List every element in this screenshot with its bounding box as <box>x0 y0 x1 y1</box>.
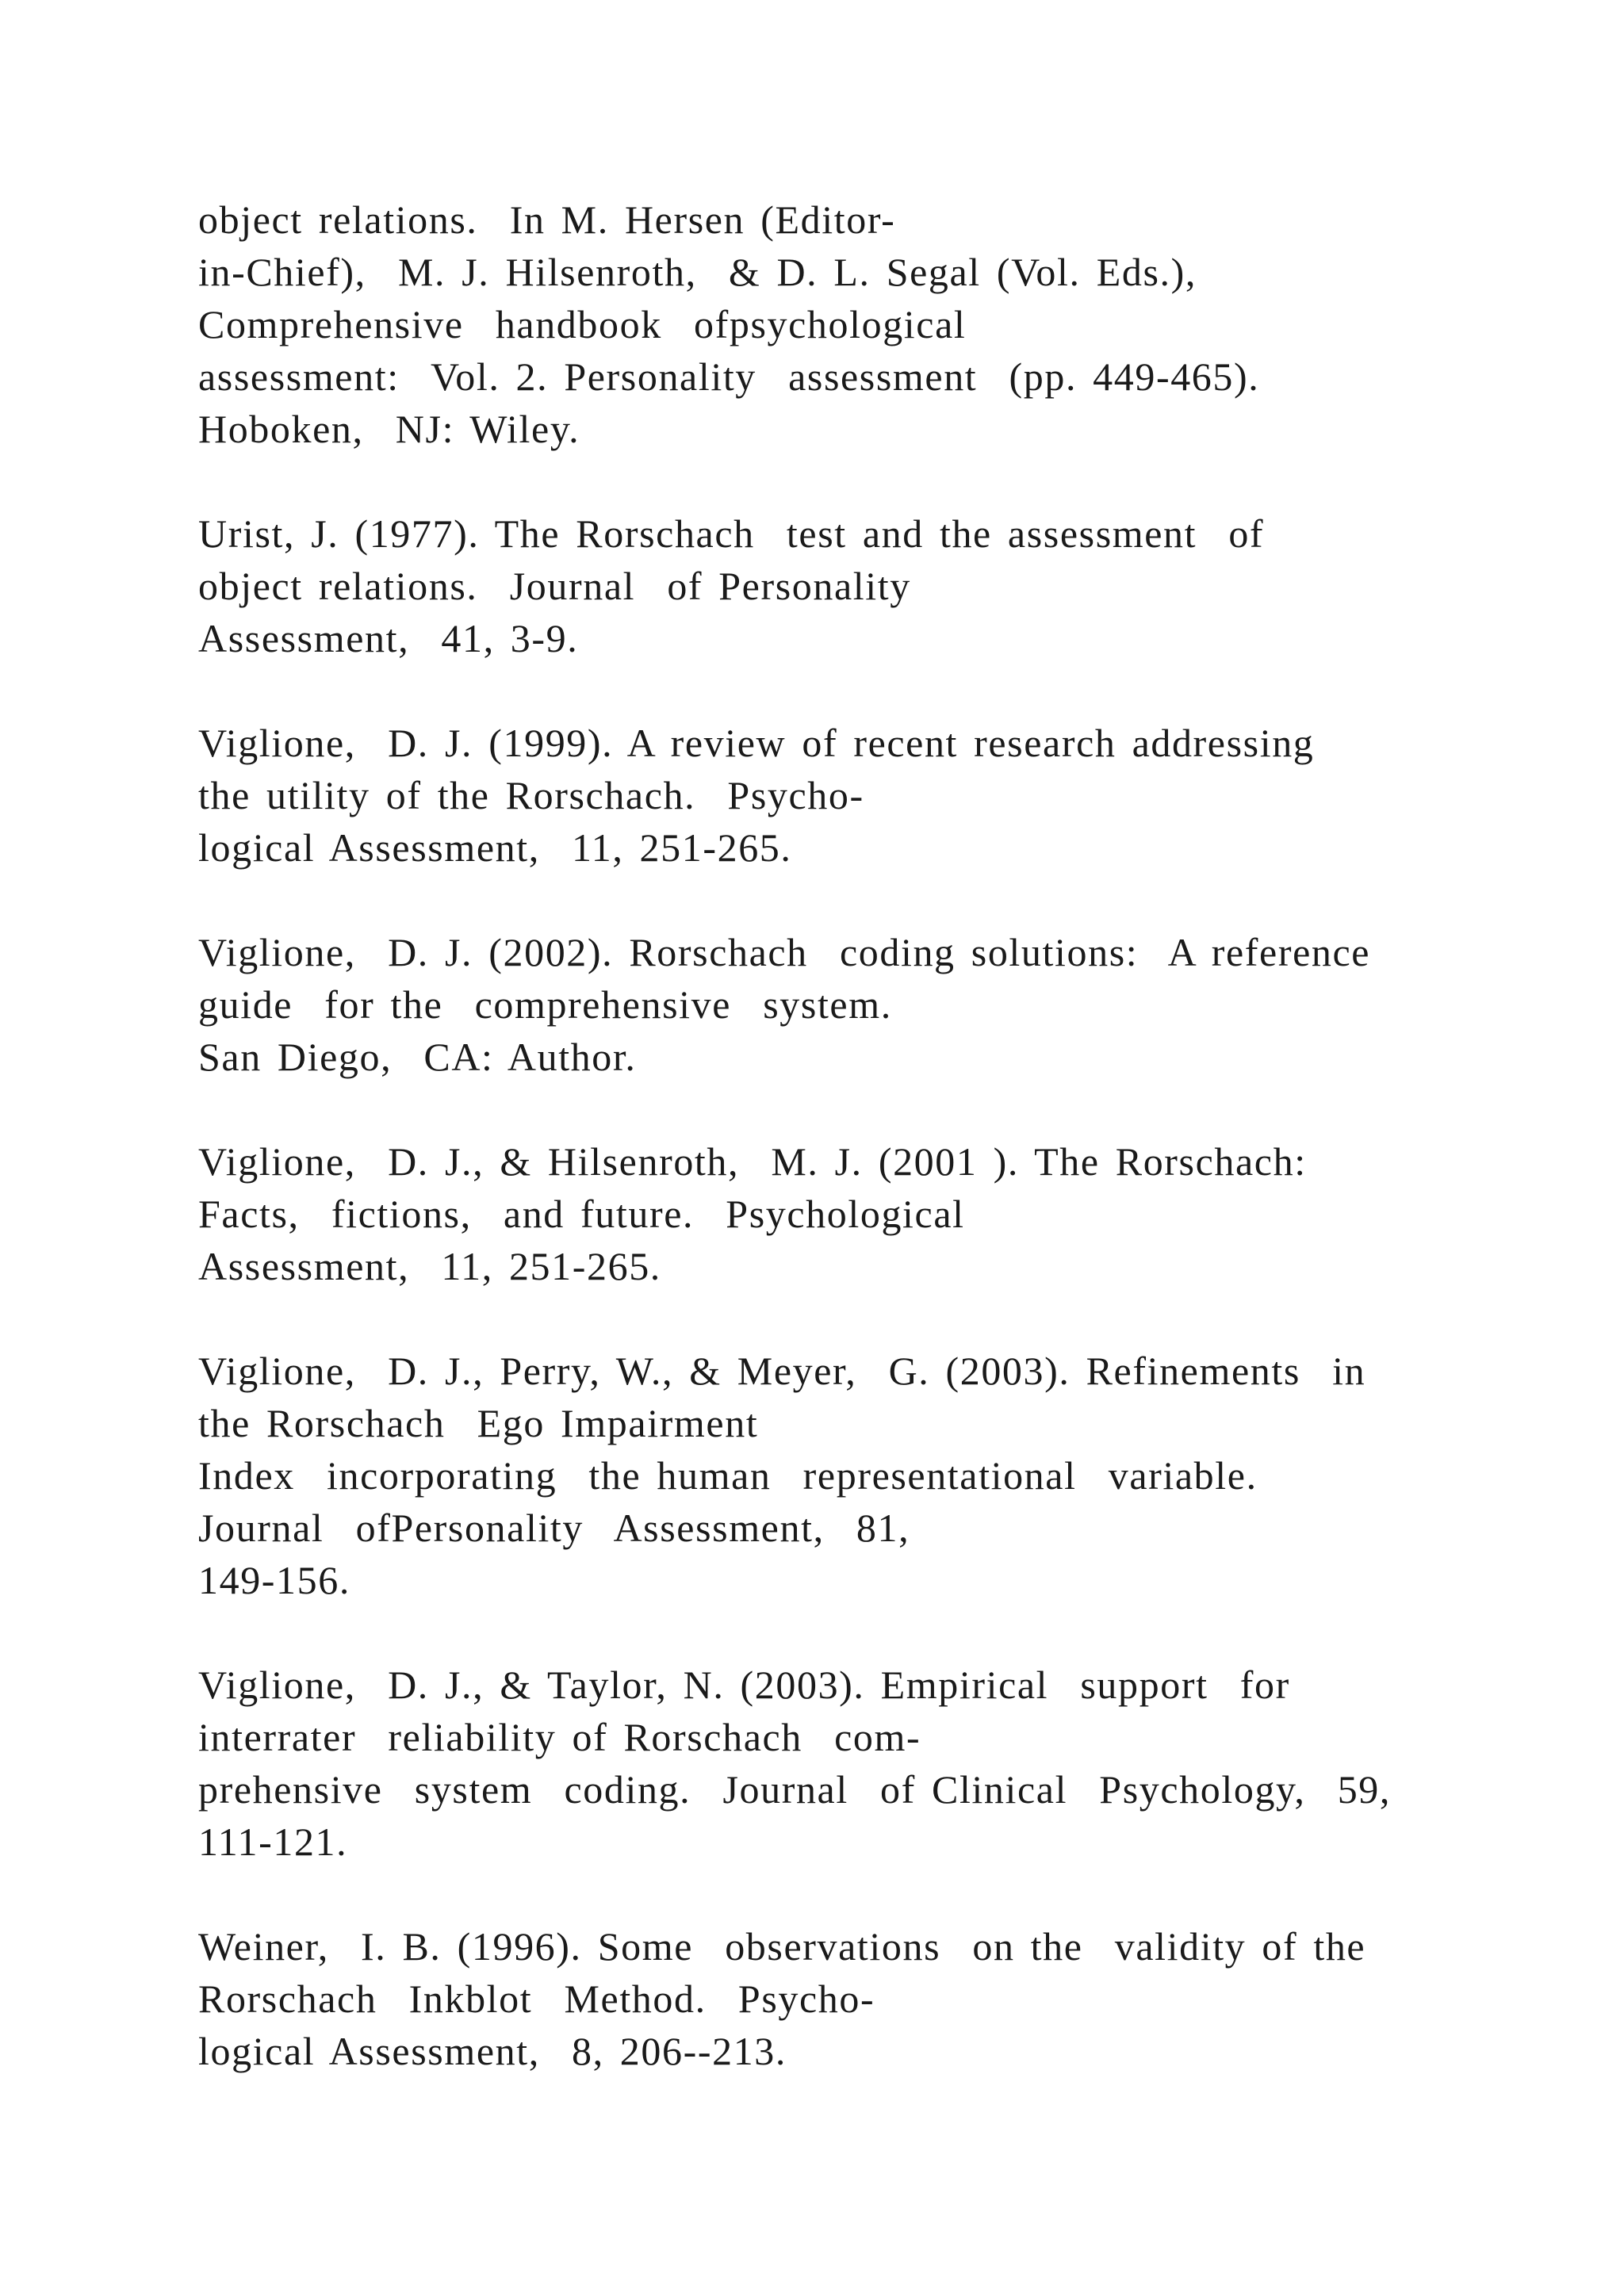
reference-line: guide for the comprehensive system. <box>198 982 892 1027</box>
reference-line: Viglione, D. J. (1999). A review of recent research addressing <box>198 721 1315 765</box>
reference-line: Viglione, D. J., & Hilsenroth, M. J. (2001 ). The Rorschach: <box>198 1139 1307 1184</box>
reference-entry <box>198 717 1546 874</box>
reference-line: Weiner, I. B. (1996). Some observations on the validity of the <box>198 1924 1366 1969</box>
reference-line: 111-121. <box>198 1820 348 1864</box>
reference-line: San Diego, CA: Author. <box>198 1035 637 1079</box>
reference-entry <box>198 1345 1546 1606</box>
reference-line: Viglione, D. J., & Taylor, N. (2003). Empirical support for <box>198 1663 1290 1707</box>
reference-line: logical Assessment, 11, 251-265. <box>198 825 792 870</box>
reference-entry <box>198 193 1546 455</box>
reference-line: 149-156. <box>198 1558 350 1602</box>
reference-line: Viglione, D. J., Perry, W., & Meyer, G. (2003). Refinements in <box>198 1349 1366 1393</box>
reference-line: object relations. In M. Hersen (Editor- <box>198 197 896 242</box>
reference-line: the Rorschach Ego Impairment <box>198 1401 759 1445</box>
reference-line: Index incorporating the human representational variable. <box>198 1453 1258 1498</box>
reference-entry <box>198 507 1546 664</box>
reference-line: Assessment, 11, 251-265. <box>198 1244 661 1288</box>
reference-line: Hoboken, NJ: Wiley. <box>198 407 580 451</box>
reference-line: Urist, J. (1977). The Rorschach test and the assessment of <box>198 511 1265 556</box>
reference-line: Assessment, 41, 3-9. <box>198 616 579 660</box>
reference-line: Journal ofPersonality Assessment, 81, <box>198 1506 910 1550</box>
reference-line: the utility of the Rorschach. Psycho- <box>198 773 864 817</box>
reference-entry <box>198 1920 1546 2077</box>
reference-line: Rorschach Inkblot Method. Psycho- <box>198 1976 875 2021</box>
reference-entry <box>198 1135 1546 1292</box>
reference-line: object relations. Journal of Personality <box>198 564 911 608</box>
reference-line: logical Assessment, 8, 206--213. <box>198 2029 787 2073</box>
reference-line: prehensive system coding. Journal of Clinical Psychology, 59, <box>198 1767 1391 1812</box>
reference-line: in-Chief), M. J. Hilsenroth, & D. L. Segal (Vol. Eds.), <box>198 250 1197 294</box>
reference-line: assessment: Vol. 2. Personality assessment (pp. 449-465). <box>198 354 1260 399</box>
reference-line: Comprehensive handbook ofpsychological <box>198 302 967 346</box>
reference-line: Viglione, D. J. (2002). Rorschach coding solutions: A reference <box>198 930 1371 974</box>
reference-entry <box>198 926 1546 1083</box>
reference-entry <box>198 1659 1546 1868</box>
reference-line: interrater reliability of Rorschach com- <box>198 1715 921 1759</box>
reference-line: Facts, fictions, and future. Psychological <box>198 1192 965 1236</box>
reference-list <box>198 193 1546 2130</box>
